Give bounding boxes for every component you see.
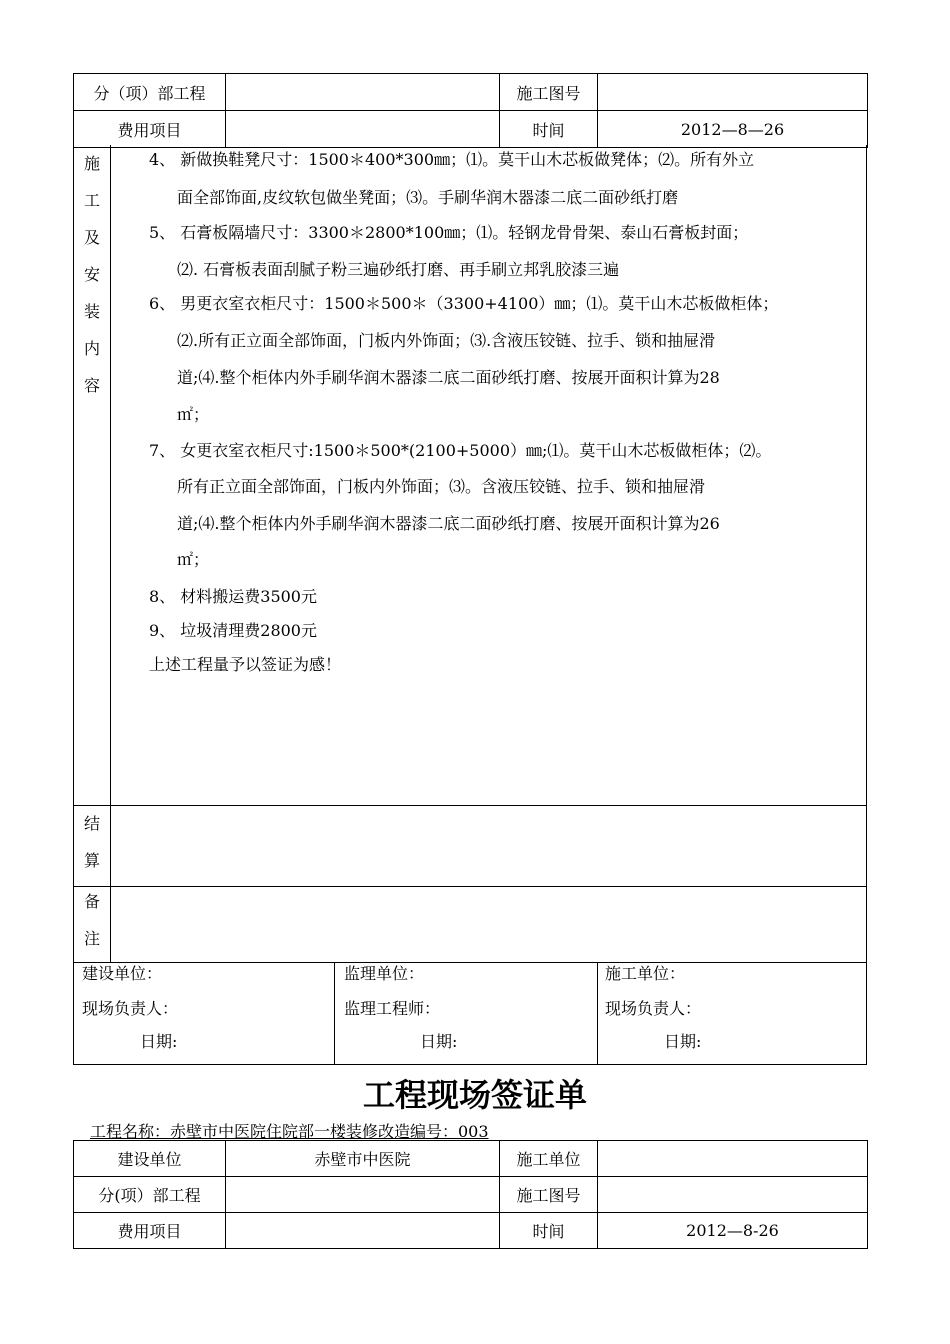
owner-unit-label: 建设单位： xyxy=(82,964,163,983)
remarks-section xyxy=(73,886,867,963)
content-line: 4、 新做换鞋凳尺寸：1500＊400*300㎜；⑴。莫干山木芯板做凳体；⑵。所有外立 xyxy=(149,150,755,169)
table-row xyxy=(74,74,868,111)
content-line: ㎡； xyxy=(177,405,210,424)
contractor-date-label: 日期: xyxy=(664,1032,702,1051)
drawing-no-label: 施工图号 xyxy=(500,74,598,111)
supervisor-person-label: 监理工程师： xyxy=(344,999,441,1018)
cost-item-label: 费用项目 xyxy=(74,111,226,148)
content-line: 5、 石膏板隔墙尺寸：3300＊2800*100㎜；⑴。轻钢龙骨骨架、泰山石膏板封面； xyxy=(149,223,749,242)
divider xyxy=(597,962,598,1065)
supervisor-date-label: 日期: xyxy=(420,1032,458,1051)
remarks-label-2: 注 xyxy=(83,929,100,948)
content-line: 面全部饰面,皮纹软包做坐凳面；⑶。手刷华润木器漆二底二面砂纸打磨 xyxy=(177,188,679,207)
contractor-unit-value xyxy=(598,1141,868,1177)
contractor-unit-label: 施工单位 xyxy=(500,1141,598,1177)
table-row xyxy=(74,111,868,148)
content-line: 9、 垃圾清理费2800元 xyxy=(149,621,317,640)
time-label: 时间 xyxy=(500,111,598,148)
time-label: 时间 xyxy=(500,1213,598,1249)
label-char: 装 xyxy=(83,302,100,321)
drawing-no-label: 施工图号 xyxy=(500,1177,598,1213)
signatures-section xyxy=(73,962,867,1065)
sub-project-value xyxy=(226,74,500,111)
remarks-label-1: 备 xyxy=(83,892,100,911)
label-char: 工 xyxy=(83,191,100,210)
label-char: 及 xyxy=(83,228,100,247)
owner-unit-value: 赤壁市中医院 xyxy=(226,1141,500,1177)
content-line: 8、 材料搬运费3500元 xyxy=(149,587,317,606)
owner-unit-label: 建设单位 xyxy=(74,1141,226,1177)
settlement-label-1: 结 xyxy=(83,814,100,833)
table-row xyxy=(74,1141,868,1177)
sub-project-label: 分(项）部工程 xyxy=(74,1177,226,1213)
form-body xyxy=(73,145,867,1063)
content-line: 所有正立面全部饰面，门板内外饰面；⑶。含液压铰链、拉手、锁和抽屉滑 xyxy=(177,477,706,496)
content-line: 6、 男更衣室衣柜尺寸：1500＊500＊（3300+4100）㎜；⑴。莫干山木芯板做柜体； xyxy=(149,294,779,313)
supervisor-unit-label: 监理单位： xyxy=(344,964,425,983)
cost-item-label: 费用项目 xyxy=(74,1213,226,1249)
cost-item-value xyxy=(226,1213,500,1249)
settlement-label-2: 算 xyxy=(83,851,100,870)
sub-project-value xyxy=(226,1177,500,1213)
content-line: 上述工程量予以签证为感！ xyxy=(149,655,342,674)
header-table-bottom xyxy=(73,1140,868,1249)
table-row xyxy=(74,1177,868,1213)
content-line: ㎡； xyxy=(177,550,210,569)
content-line: 道;⑷.整个柜体内外手刷华润木器漆二底二面砂纸打磨、按展开面积计算为28 xyxy=(177,368,720,387)
project-name-line: 工程名称：赤壁市中医院住院部一楼装修改造编号：003 xyxy=(90,1122,489,1141)
time-value: 2012—8-26 xyxy=(598,1213,868,1249)
table-row xyxy=(74,1213,868,1249)
form-title: 工程现场签证单 xyxy=(362,1076,587,1114)
owner-person-label: 现场负责人： xyxy=(82,999,179,1018)
label-char: 容 xyxy=(83,376,100,395)
settlement-section xyxy=(73,805,867,887)
content-line: 道;⑷.整个柜体内外手刷华润木器漆二底二面砂纸打磨、按展开面积计算为26 xyxy=(177,514,720,533)
contractor-unit-label: 施工单位： xyxy=(605,964,686,983)
contractor-person-label: 现场负责人： xyxy=(605,999,702,1018)
label-char: 安 xyxy=(83,265,100,284)
label-char: 内 xyxy=(83,339,100,358)
content-line: 7、 女更衣室衣柜尺寸:1500＊500*(2100+5000）㎜;⑴。莫干山木芯板做柜体；⑵。 xyxy=(149,441,772,460)
header-table-top xyxy=(73,73,868,148)
drawing-no-value xyxy=(598,74,868,111)
cost-item-value xyxy=(226,111,500,148)
owner-date-label: 日期: xyxy=(140,1032,178,1051)
divider xyxy=(334,962,335,1065)
label-char: 施 xyxy=(83,154,100,173)
sub-project-label: 分（项）部工程 xyxy=(74,74,226,111)
construction-content-section xyxy=(73,145,867,806)
content-line: ⑵.所有正立面全部饰面，门板内外饰面；⑶.含液压铰链、拉手、锁和抽屉滑 xyxy=(177,331,716,350)
drawing-no-value xyxy=(598,1177,868,1213)
time-value: 2012—8—26 xyxy=(598,111,868,148)
content-line: ⑵. 石膏板表面刮腻子粉三遍砂纸打磨、再手刷立邦乳胶漆三遍 xyxy=(177,260,620,279)
